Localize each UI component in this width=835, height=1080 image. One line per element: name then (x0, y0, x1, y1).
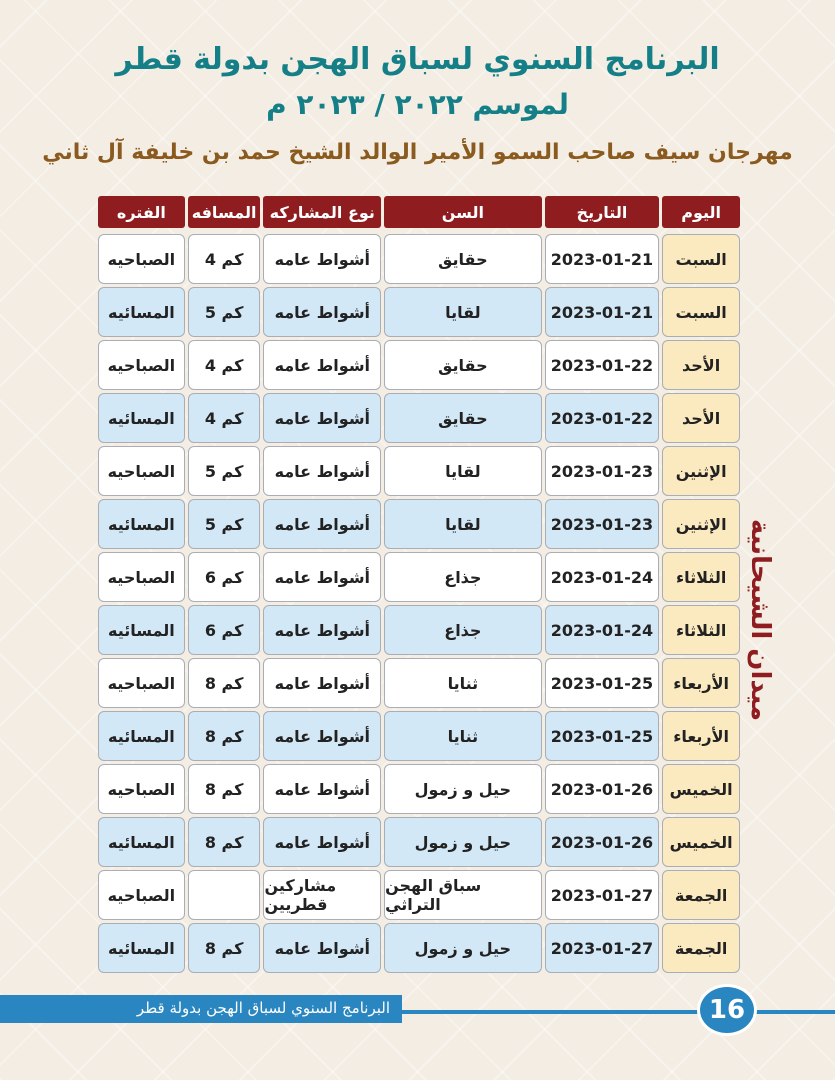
table-row (95, 605, 740, 655)
cell-age: حيل و زمول (384, 817, 542, 867)
table-row (95, 658, 740, 708)
cell-age: حقايق (384, 234, 542, 284)
cell-type: أشواط عامه (263, 605, 381, 655)
footer-line (402, 1010, 835, 1014)
cell-distance (188, 870, 261, 920)
cell-type: أشواط عامه (263, 340, 381, 390)
cell-period: الصباحيه (98, 658, 185, 708)
cell-distance: 8 كم (188, 711, 261, 761)
header-age: السن (384, 196, 542, 228)
cell-age: جذاع (384, 605, 542, 655)
cell-type: أشواط عامه (263, 923, 381, 973)
cell-period: المسائيه (98, 711, 185, 761)
season-title: لموسم ٢٠٢٢ / ٢٠٢٣ م (266, 88, 569, 121)
cell-period: الصباحيه (98, 764, 185, 814)
table-row (95, 711, 740, 761)
cell-date: 2023-01-21 (545, 234, 660, 284)
cell-date: 2023-01-24 (545, 552, 660, 602)
table-row (95, 817, 740, 867)
cell-period: المسائيه (98, 499, 185, 549)
cell-date: 2023-01-25 (545, 658, 660, 708)
cell-day: الثلاثاء (662, 605, 740, 655)
header-day: اليوم (662, 196, 740, 228)
cell-type: أشواط عامه (263, 499, 381, 549)
venue-label-text: ميدان الشيحانية (745, 518, 775, 722)
header-type: نوع المشاركه (263, 196, 381, 228)
cell-period: المسائيه (98, 605, 185, 655)
cell-day: الأربعاء (662, 658, 740, 708)
cell-type: أشواط عامه (263, 764, 381, 814)
table-row (95, 499, 740, 549)
cell-type: أشواط عامه (263, 817, 381, 867)
cell-age: جذاع (384, 552, 542, 602)
table-row (95, 764, 740, 814)
cell-day: الإثنين (662, 499, 740, 549)
cell-distance: 4 كم (188, 393, 261, 443)
table-header (95, 196, 740, 228)
cell-type: أشواط عامه (263, 658, 381, 708)
cell-date: 2023-01-27 (545, 923, 660, 973)
page-number: 16 (697, 984, 757, 1036)
cell-period: الصباحيه (98, 552, 185, 602)
cell-date: 2023-01-21 (545, 287, 660, 337)
table-row (95, 287, 740, 337)
cell-date: 2023-01-26 (545, 817, 660, 867)
cell-period: الصباحيه (98, 340, 185, 390)
cell-age: ثنايا (384, 711, 542, 761)
cell-period: المسائيه (98, 287, 185, 337)
header-date: التاريخ (545, 196, 660, 228)
cell-period: الصباحيه (98, 446, 185, 496)
footer-text: البرنامج السنوي لسباق الهجن بدولة قطر (136, 999, 390, 1017)
cell-age: لقايا (384, 287, 542, 337)
cell-day: الإثنين (662, 446, 740, 496)
header-period: الفتره (98, 196, 185, 228)
cell-distance: 8 كم (188, 817, 261, 867)
cell-distance: 6 كم (188, 552, 261, 602)
cell-period: المسائيه (98, 923, 185, 973)
cell-date: 2023-01-27 (545, 870, 660, 920)
table-row (95, 340, 740, 390)
cell-distance: 8 كم (188, 764, 261, 814)
festival-subtitle: مهرجان سيف صاحب السمو الأمير الوالد الشيخ حمد بن خليفة آل ثاني (42, 140, 793, 165)
cell-day: السبت (662, 287, 740, 337)
cell-period: الصباحيه (98, 234, 185, 284)
cell-distance: 8 كم (188, 658, 261, 708)
cell-type: أشواط عامه (263, 234, 381, 284)
cell-date: 2023-01-26 (545, 764, 660, 814)
cell-day: الخميس (662, 764, 740, 814)
table-row (95, 234, 740, 284)
cell-period: الصباحيه (98, 870, 185, 920)
cell-day: الخميس (662, 817, 740, 867)
cell-day: الأحد (662, 393, 740, 443)
cell-period: المسائيه (98, 393, 185, 443)
cell-age: سباق الهجن التراثي (384, 870, 542, 920)
cell-distance: 4 كم (188, 234, 261, 284)
cell-age: حقايق (384, 393, 542, 443)
cell-day: الأربعاء (662, 711, 740, 761)
cell-age: حقايق (384, 340, 542, 390)
table-row (95, 446, 740, 496)
cell-day: الثلاثاء (662, 552, 740, 602)
cell-day: الجمعة (662, 870, 740, 920)
cell-day: الأحد (662, 340, 740, 390)
cell-day: السبت (662, 234, 740, 284)
cell-date: 2023-01-23 (545, 499, 660, 549)
cell-distance: 6 كم (188, 605, 261, 655)
header-distance: المسافه (188, 196, 261, 228)
cell-distance: 5 كم (188, 499, 261, 549)
cell-type: أشواط عامه (263, 446, 381, 496)
table-row (95, 393, 740, 443)
schedule-table (95, 196, 740, 976)
cell-type: أشواط عامه (263, 393, 381, 443)
table-row (95, 552, 740, 602)
cell-type: أشواط عامه (263, 552, 381, 602)
cell-date: 2023-01-25 (545, 711, 660, 761)
cell-distance: 5 كم (188, 287, 261, 337)
cell-date: 2023-01-24 (545, 605, 660, 655)
cell-date: 2023-01-22 (545, 393, 660, 443)
table-row (95, 870, 740, 920)
venue-label (740, 470, 780, 770)
cell-date: 2023-01-22 (545, 340, 660, 390)
cell-age: لقايا (384, 446, 542, 496)
cell-date: 2023-01-23 (545, 446, 660, 496)
cell-age: لقايا (384, 499, 542, 549)
cell-type: أشواط عامه (263, 287, 381, 337)
cell-distance: 4 كم (188, 340, 261, 390)
cell-age: ثنايا (384, 658, 542, 708)
cell-type: أشواط عامه (263, 711, 381, 761)
cell-age: حيل و زمول (384, 923, 542, 973)
table-body (95, 234, 740, 973)
cell-distance: 5 كم (188, 446, 261, 496)
page-title: البرنامج السنوي لسباق الهجن بدولة قطر (115, 42, 720, 77)
cell-type: مشاركين قطريين (263, 870, 381, 920)
cell-distance: 8 كم (188, 923, 261, 973)
table-row (95, 923, 740, 973)
cell-age: حيل و زمول (384, 764, 542, 814)
cell-day: الجمعة (662, 923, 740, 973)
cell-period: المسائيه (98, 817, 185, 867)
